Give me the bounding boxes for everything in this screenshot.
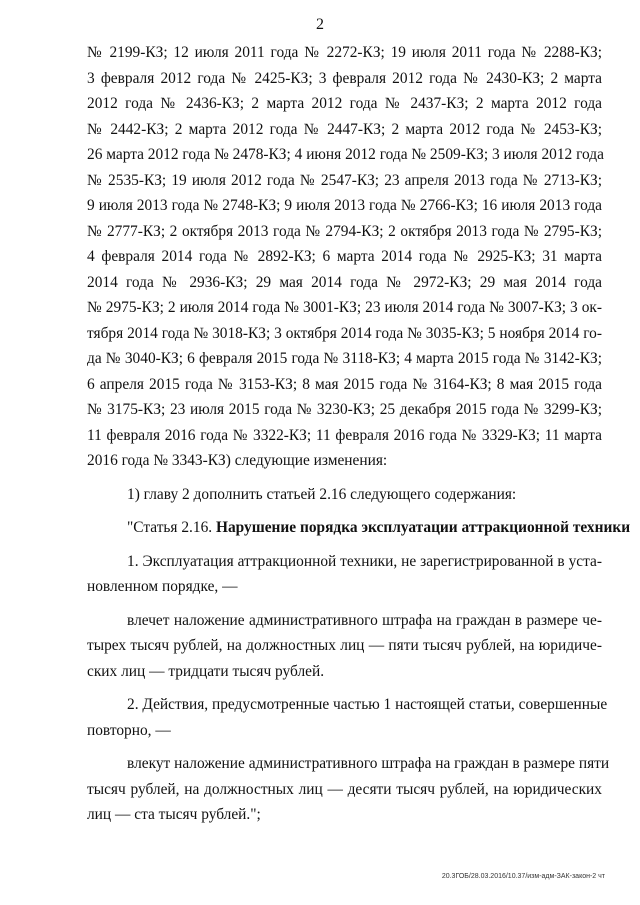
text-line: № 2199-КЗ; 12 июля 2011 года № 2272-КЗ; 19 июля 2011 года № 2288-КЗ; — [87, 44, 602, 61]
text-line: повторно, — — [87, 721, 171, 739]
text-line: 6 апреля 2015 года № 3153-КЗ; 8 мая 2015 года № 3164-КЗ; 8 мая 2015 года — [87, 375, 602, 393]
item-1: 1) главу 2 дополнить статьей 2.16 следующего содержания: — [127, 485, 517, 503]
text-line: да № 3040-КЗ; 6 февраля 2015 года № 3118-КЗ; 4 марта 2015 года № 3142-КЗ; — [87, 350, 602, 367]
intro-paragraph — [87, 40, 602, 474]
text-line: 11 февраля 2016 года № 3322-КЗ; 11 февраля 2016 года № 3329-КЗ; 11 марта — [87, 426, 602, 444]
text-line: № 2442-КЗ; 2 марта 2012 года № 2447-КЗ; 2 марта 2012 года № 2453-КЗ; — [87, 120, 602, 138]
text-line: ских лиц — тридцати тысяч рублей. — [87, 662, 325, 680]
article-heading — [87, 515, 631, 541]
text-line: тысяч рублей, на должностных лиц — десяти тысяч рублей, на юридических — [87, 780, 602, 798]
text-line: № 2975-КЗ; 2 июля 2014 года № 3001-КЗ; 23 июля 2014 года № 3007-КЗ; 3 ок- — [87, 299, 602, 316]
text-line: 2016 года № 3343-КЗ) следующие изменения: — [87, 452, 388, 469]
text-line: 4 февраля 2014 года № 2892-КЗ; 6 марта 2014 года № 2925-КЗ; 31 марта — [87, 248, 602, 265]
text-line: № 2777-КЗ; 2 октября 2013 года № 2794-КЗ; 2 октября 2013 года № 2795-КЗ; — [87, 222, 602, 240]
article-part-1 — [87, 549, 602, 600]
penalty-2 — [87, 751, 610, 828]
text-line: 9 июля 2013 года № 2748-КЗ; 9 июля 2013 года № 2766-КЗ; 16 июля 2013 года — [87, 197, 602, 214]
text-line: 26 марта 2012 года № 2478-КЗ; 4 июня 2012 года № 2509-КЗ; 3 июля 2012 года — [87, 146, 604, 163]
text-line: лиц — ста тысяч рублей."; — [87, 806, 261, 823]
text-line: 3 февраля 2012 года № 2425-КЗ; 3 февраля 2012 года № 2430-КЗ; 2 марта — [87, 69, 602, 87]
penalty-1 — [87, 608, 602, 685]
text-line: тября 2014 года № 3018-КЗ; 3 октября 2014 года № 3035-КЗ; 5 ноября 2014 го- — [87, 324, 602, 342]
text-line: 2. Действия, предусмотренные частью 1 настоящей статьи, совершенные — [127, 696, 608, 713]
text-line: тырех тысяч рублей, на должностных лиц — пяти тысяч рублей, на юридиче- — [87, 637, 602, 654]
page-number: 2 — [316, 16, 324, 33]
text-line: 2014 года № 2936-КЗ; 29 мая 2014 года № 2972-КЗ; 29 мая 2014 года — [87, 273, 602, 291]
article-part-2 — [87, 692, 608, 743]
article-title: Нарушение порядка эксплуатации аттракционной техники — [216, 519, 631, 536]
text-line: влекут наложение административного штрафа на граждан в размере пяти — [127, 755, 610, 772]
text-line: № 2535-КЗ; 19 июля 2012 года № 2547-КЗ; 23 апреля 2013 года № 2713-КЗ; — [87, 171, 602, 189]
document-footer: 20.3ГОБ/28.03.2016/10.37/изм-адм-ЗАК-закон-2 чт — [441, 873, 605, 880]
text-line: № 3175-КЗ; 23 июля 2015 года № 3230-КЗ; 25 декабря 2015 года № 3299-КЗ; — [87, 401, 602, 418]
article-prefix: "Статья 2.16. — [127, 519, 216, 536]
text-line: 1. Эксплуатация аттракционной техники, не зарегистрированной в уста- — [127, 552, 602, 570]
text-line: 2012 года № 2436-КЗ; 2 марта 2012 года № 2437-КЗ; 2 марта 2012 года — [87, 95, 602, 112]
document-body — [87, 40, 631, 828]
text-line: новленном порядке, — — [87, 578, 238, 595]
text-line: влечет наложение административного штрафа на граждан в размере че- — [127, 611, 602, 629]
